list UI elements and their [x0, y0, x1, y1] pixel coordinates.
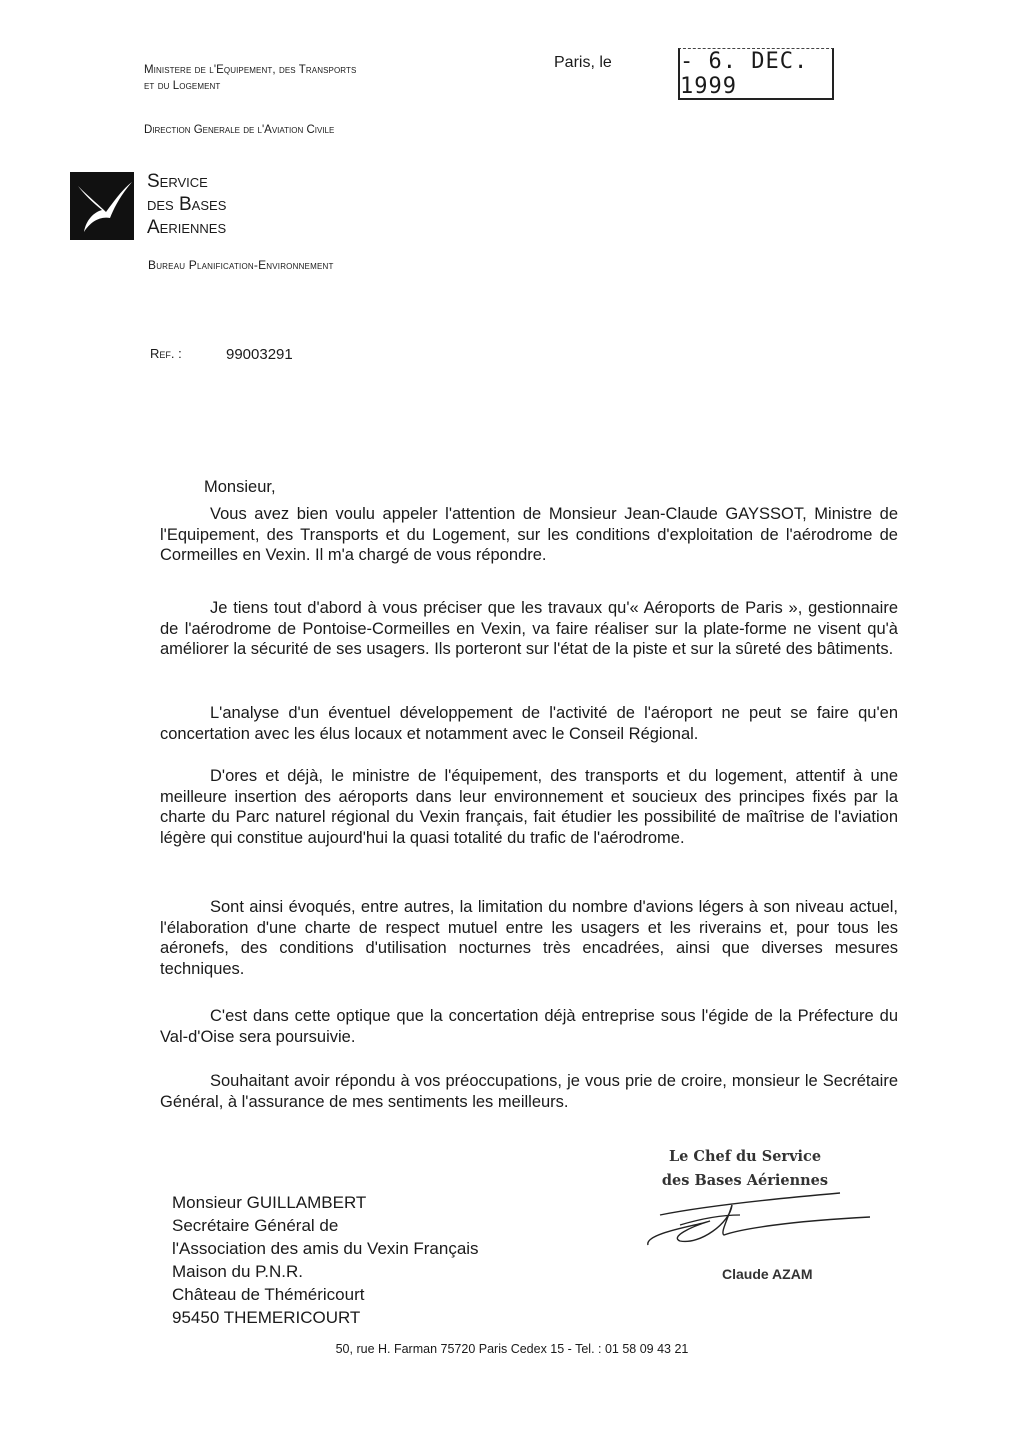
recipient-address	[172, 1191, 479, 1329]
place-label: Paris, le	[554, 54, 612, 71]
dgac-logo-icon	[70, 172, 134, 240]
date-stamp	[678, 48, 834, 100]
date-stamp-text: - 6. DEC. 1999	[680, 48, 809, 99]
paragraph-3: L'analyse d'un éventuel développement de l'activité de l'aéroport ne peut se faire qu'en concertation avec les élus locaux et notamment avec le Conseil Régional.	[160, 704, 898, 743]
service-name	[147, 170, 226, 239]
recipient-line-1: Monsieur GUILLAMBERT	[172, 1193, 367, 1212]
ministry-line-2: et du Logement	[144, 80, 221, 92]
service-line-2: des Bases	[147, 194, 227, 215]
service-line-1: Service	[147, 171, 208, 192]
direction-name: Direction Generale de l'Aviation Civile	[144, 124, 335, 136]
ministry-name	[144, 62, 356, 94]
signer-name: Claude AZAM	[722, 1266, 813, 1282]
recipient-line-6: 95450 THEMERICOURT	[172, 1308, 361, 1327]
recipient-line-5: Château de Théméricourt	[172, 1285, 365, 1304]
paragraph-7: Souhaitant avoir répondu à vos préoccupations, je vous prie de croire, monsieur le Secrétaire Général, à l'assurance de mes sentiments les meilleurs.	[160, 1072, 898, 1111]
ministry-line-1: Ministere de l'Equipement, des Transports	[144, 64, 357, 76]
salutation: Monsieur,	[204, 478, 276, 496]
paragraph-1: Vous avez bien voulu appeler l'attention de Monsieur Jean-Claude GAYSSOT, Ministre de l'Equipement, des Transports et du Logement, sur les conditions d'exploitation de l'aérodrome de Cormeilles en Vexin. Il m'a chargé de vous répondre.	[160, 505, 898, 564]
reference-label: Ref. :	[150, 346, 182, 361]
paragraph-6: C'est dans cette optique que la concertation déjà entreprise sous l'égide de la Préfecture du Val-d'Oise sera poursuivie.	[160, 1007, 898, 1046]
recipient-line-4: Maison du P.N.R.	[172, 1262, 304, 1281]
paragraph-4: D'ores et déjà, le ministre de l'équipement, des transports et du logement, attentif à une meilleure insertion des aéroports dans leur environnement et soucieux des principes fixés par la charte du Parc naturel régional du Vexin français, fait étudier les possibilité de maîtrise de l'aviation légère qui constitue aujourd'hui la quasi totalité du trafic de l'aérodrome.	[160, 767, 898, 847]
paragraph-5: Sont ainsi évoqués, entre autres, la limitation du nombre d'avions légers à son niveau actuel, l'élaboration d'une charte de respect mutuel entre les usagers et les riverains et, pour tous les aéronefs, des conditions d'utilisation nocturnes très encadrées, ainsi que diverses mesures techniques.	[160, 898, 898, 978]
handwritten-signature	[640, 1185, 880, 1260]
signature-title-line-2: des Bases Aériennes	[661, 1172, 829, 1189]
recipient-line-3: l'Association des amis du Vexin Français	[172, 1239, 479, 1258]
footer-address: 50, rue H. Farman 75720 Paris Cedex 15 - Tel. : 01 58 09 43 21	[335, 1342, 689, 1356]
bureau-name: Bureau Planification-Environnement	[148, 258, 334, 272]
paragraph-2: Je tiens tout d'abord à vous préciser que les travaux qu'« Aéroports de Paris », gestionnaire de l'aérodrome de Pontoise-Cormeilles en Vexin, va faire réaliser sur la plate-forme ne visent qu'à améliorer la sécurité de ses usagers. Ils porteront sur l'état de la piste et sur la sûreté des bâtiments.	[160, 599, 898, 658]
signature-title-line-1: Le Chef du Service	[668, 1148, 822, 1165]
recipient-line-2: Secrétaire Général de	[172, 1216, 339, 1235]
reference-value: 99003291	[226, 346, 293, 363]
service-line-3: Aeriennes	[147, 217, 227, 238]
